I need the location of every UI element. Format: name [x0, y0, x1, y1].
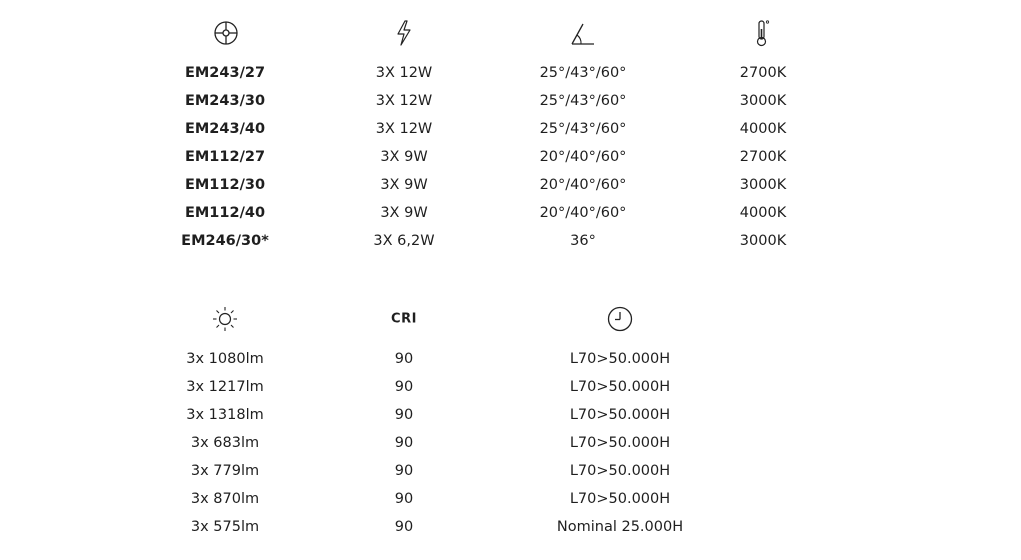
lifetime-value: L70>50.000H	[569, 351, 671, 367]
color-temperature-value: 3000K	[739, 177, 787, 193]
lifetime-value: L70>50.000H	[569, 491, 671, 507]
color-temperature-value: 4000K	[739, 205, 787, 221]
lifetime-value: L70>50.000H	[569, 379, 671, 395]
lumen-value: 3x 870lm	[190, 491, 260, 507]
color-temperature-value: 4000K	[739, 121, 787, 137]
lumen-value: 3x 779lm	[190, 463, 260, 479]
lumen-value: 3x 1080lm	[186, 351, 264, 367]
product-code: EM243/27	[184, 65, 266, 81]
cri-value: 90	[394, 435, 414, 451]
lifetime-value: L70>50.000H	[569, 435, 671, 451]
cri-value: 90	[394, 463, 414, 479]
color-temperature-value: 2700K	[739, 65, 787, 81]
color-temperature-value: 3000K	[739, 93, 787, 109]
beam-angle-value: 20°/40°/60°	[539, 149, 627, 165]
sun-icon	[211, 305, 239, 333]
cri-label: CRI	[391, 311, 417, 327]
lightning-bolt-icon	[396, 20, 412, 46]
power-value: 3X 9W	[380, 149, 428, 165]
power-value: 3X 12W	[375, 121, 433, 137]
color-temperature-value: 2700K	[739, 149, 787, 165]
power-value: 3X 12W	[375, 65, 433, 81]
clock-icon	[606, 305, 634, 333]
beam-angle-value: 20°/40°/60°	[539, 205, 627, 221]
cri-value: 90	[394, 379, 414, 395]
lumen-value: 3x 1217lm	[186, 379, 264, 395]
lifetime-value: L70>50.000H	[569, 463, 671, 479]
power-value: 3X 12W	[375, 93, 433, 109]
power-value: 3X 6,2W	[373, 233, 435, 249]
lumen-value: 3x 683lm	[190, 435, 260, 451]
beam-angle-value: 25°/43°/60°	[539, 93, 627, 109]
cri-value: 90	[394, 519, 414, 535]
product-code: EM243/40	[184, 121, 266, 137]
lumen-value: 3x 575lm	[190, 519, 260, 535]
cri-value: 90	[394, 407, 414, 423]
crosshair-icon	[213, 20, 239, 46]
product-code: EM112/30	[184, 177, 266, 193]
lifetime-value: L70>50.000H	[569, 407, 671, 423]
cri-value: 90	[394, 351, 414, 367]
lifetime-value: Nominal 25.000H	[556, 519, 684, 535]
power-value: 3X 9W	[380, 177, 428, 193]
lumen-value: 3x 1318lm	[186, 407, 264, 423]
cri-value: 90	[394, 491, 414, 507]
product-code: EM246/30*	[181, 233, 269, 249]
beam-angle-icon	[569, 21, 597, 47]
color-temperature-value: 3000K	[739, 233, 787, 249]
product-code: EM112/27	[184, 149, 266, 165]
beam-angle-value: 36°	[570, 233, 596, 249]
beam-angle-value: 20°/40°/60°	[539, 177, 627, 193]
product-code: EM112/40	[184, 205, 266, 221]
beam-angle-value: 25°/43°/60°	[539, 65, 627, 81]
thermometer-icon	[755, 19, 771, 47]
power-value: 3X 9W	[380, 205, 428, 221]
product-code: EM243/30	[184, 93, 266, 109]
beam-angle-value: 25°/43°/60°	[539, 121, 627, 137]
